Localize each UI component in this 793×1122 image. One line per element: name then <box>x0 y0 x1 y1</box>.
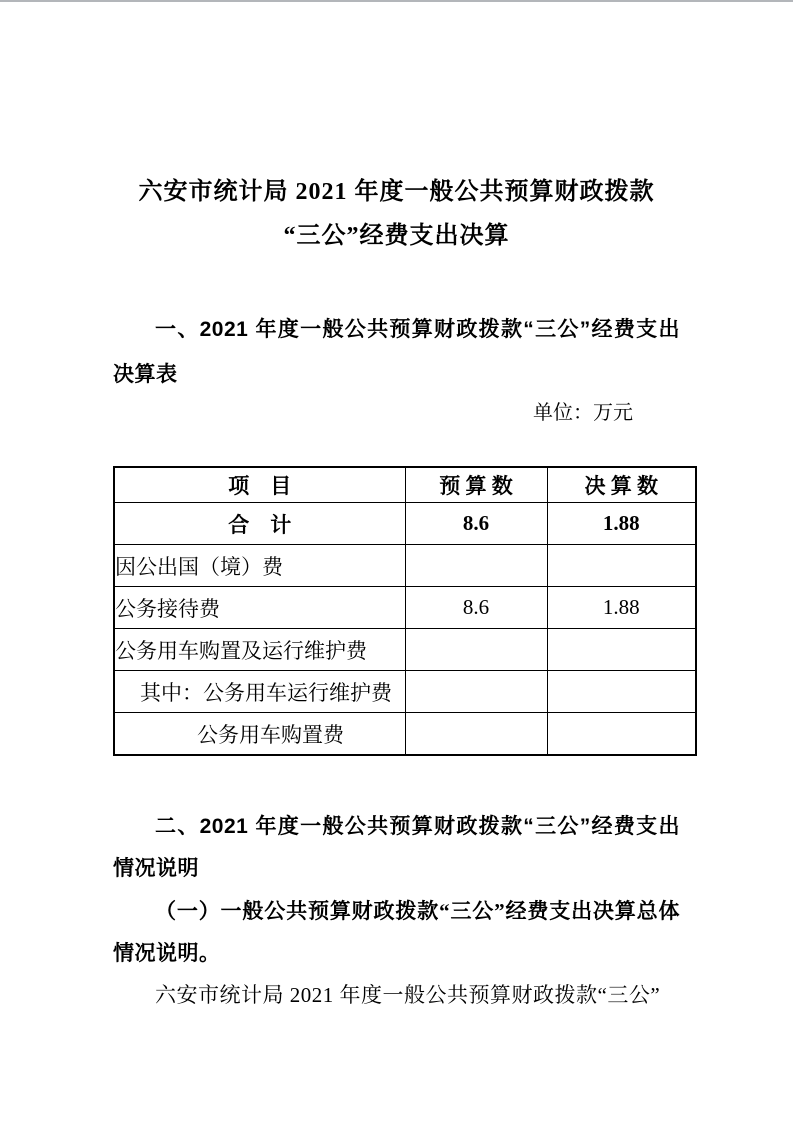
row-final-value: 1.88 <box>547 503 696 545</box>
row-budget-value <box>405 671 547 713</box>
row-item-label: 公务用车购置及运行维护费 <box>114 629 405 671</box>
section2-sub-heading: （一）一般公共预算财政拨款“三公”经费支出决算总体情况说明。 <box>113 899 680 965</box>
row-final-value <box>547 629 696 671</box>
table-row-vehicle-operation <box>114 671 696 713</box>
row-final-value <box>547 545 696 587</box>
document-title-line2: “三公”经费支出决算 <box>283 223 510 249</box>
col-header-item: 项 目 <box>114 467 405 503</box>
row-item-label: 合 计 <box>114 503 405 545</box>
row-item-label: 公务接待费 <box>114 587 405 629</box>
table-row-reception <box>114 587 696 629</box>
row-budget-value <box>405 629 547 671</box>
section1-heading: 一、2021 年度一般公共预算财政拨款“三公”经费支出决算表 <box>113 318 680 386</box>
row-item-label: 因公出国（境）费 <box>114 545 405 587</box>
row-final-value <box>547 713 696 756</box>
row-budget-value <box>405 713 547 756</box>
document-title-line1: 六安市统计局 2021 年度一般公共预算财政拨款 <box>138 179 655 205</box>
document-page <box>0 2 793 1016</box>
row-budget-value: 8.6 <box>405 503 547 545</box>
row-item-label: 其中：公务用车运行维护费 <box>114 671 405 713</box>
table-row-abroad <box>114 545 696 587</box>
table-row-vehicle-purchase <box>114 713 696 756</box>
table-header-row <box>114 467 696 503</box>
row-budget-value <box>405 545 547 587</box>
table-row-total <box>114 503 696 545</box>
col-header-final: 决 算 数 <box>547 467 696 503</box>
three-public-expenditure-table <box>113 466 697 756</box>
table-row-vehicle-total <box>114 629 696 671</box>
row-item-label: 公务用车购置费 <box>114 713 405 756</box>
body-paragraph-start: 六安市统计局 2021 年度一般公共预算财政拨款“三公” <box>155 983 661 1007</box>
col-header-budget: 预 算 数 <box>405 467 547 503</box>
row-final-value: 1.88 <box>547 587 696 629</box>
row-final-value <box>547 671 696 713</box>
section2-heading: 二、2021 年度一般公共预算财政拨款“三公”经费支出情况说明 <box>113 815 680 880</box>
row-budget-value: 8.6 <box>405 587 547 629</box>
unit-label: 单位：万元 <box>533 402 633 424</box>
document-title <box>113 170 680 258</box>
